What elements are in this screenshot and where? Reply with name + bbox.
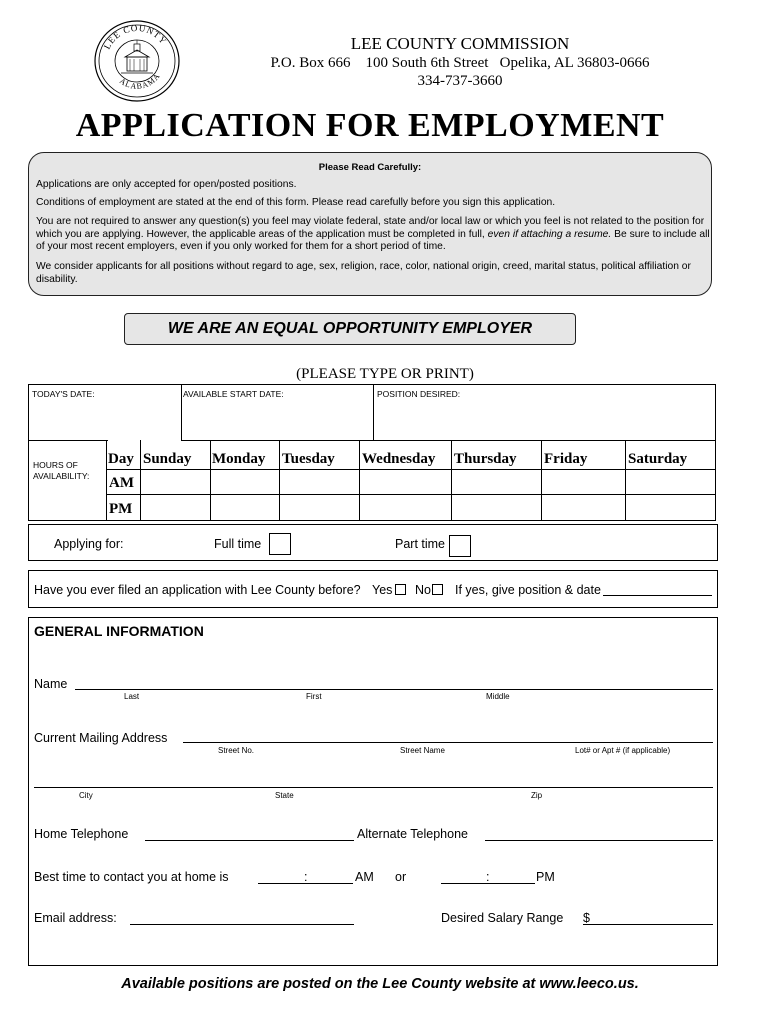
name-label: Name xyxy=(34,677,68,691)
best-time-am-label: AM xyxy=(355,870,374,884)
applying-for-section xyxy=(28,524,718,561)
home-telephone-field[interactable] xyxy=(145,840,354,841)
street-name-caption: Street Name xyxy=(400,746,445,755)
city-state-zip-field[interactable] xyxy=(34,787,713,788)
best-time-label: Best time to contact you at home is xyxy=(34,870,229,884)
name-field[interactable] xyxy=(75,689,713,690)
start-date-label: AVAILABLE START DATE: xyxy=(183,389,284,399)
day-wednesday: Wednesday xyxy=(362,451,436,467)
please-type-instruction: (PLEASE TYPE OR PRINT) xyxy=(296,366,474,382)
day-tuesday: Tuesday xyxy=(282,451,335,467)
general-information-heading: GENERAL INFORMATION xyxy=(34,623,204,639)
or-label: or xyxy=(395,870,407,884)
notice-p3-emphasis: even if attaching a resume. xyxy=(487,228,612,240)
notice-p3-text: You are not required to answer any question(s) you feel may violate federal, state and/or local law or which you feel is not related to the position for which you are applying. However, the applicable areas of the application must be completed in full, xyxy=(36,216,705,240)
home-telephone-label: Home Telephone xyxy=(34,827,129,841)
document-title: APPLICATION FOR EMPLOYMENT xyxy=(75,107,665,144)
eeo-banner: WE ARE AN EQUAL OPPORTUNITY EMPLOYER xyxy=(124,313,576,345)
notice-box xyxy=(28,152,712,296)
seal-text-bottom: ALABAMA xyxy=(117,71,163,91)
svg-text:ALABAMA xyxy=(118,71,162,91)
last-name-caption: Last xyxy=(124,692,140,701)
organization-phone: 334-737-3660 xyxy=(417,73,503,89)
part-time-checkbox[interactable] xyxy=(449,535,471,557)
organization-address: P.O. Box 666 100 South 6th Street Opelika, AL 36803-0666 xyxy=(270,55,650,71)
prior-application-question: Have you ever filed an application with Lee County before? xyxy=(34,583,361,597)
am-row-label: AM xyxy=(109,475,134,491)
notice-paragraph-3 xyxy=(36,216,711,254)
todays-date-label: TODAY'S DATE: xyxy=(32,389,95,399)
alternate-telephone-label: Alternate Telephone xyxy=(357,827,468,841)
street-address-field[interactable] xyxy=(183,742,713,743)
notice-paragraph-1: Applications are only accepted for open/posted positions. xyxy=(36,179,297,190)
notice-p3-rest: Be sure to include all of your most recent employers, even if you only worked for them for a short period of time. xyxy=(36,228,710,252)
availability-label: HOURS OF AVAILABILITY: xyxy=(33,460,90,481)
day-thursday: Thursday xyxy=(454,451,517,467)
salary-range-label: Desired Salary Range xyxy=(441,911,564,925)
day-sunday: Sunday xyxy=(143,451,192,467)
salary-range-field[interactable] xyxy=(583,924,713,925)
full-time-checkbox[interactable] xyxy=(269,533,291,555)
day-friday: Friday xyxy=(544,451,588,467)
best-time-pm-label: PM xyxy=(536,870,555,884)
email-field[interactable] xyxy=(130,924,354,925)
organization-name: LEE COUNTY COMMISSION xyxy=(350,34,570,53)
position-desired-label: POSITION DESIRED: xyxy=(377,389,461,399)
email-label: Email address: xyxy=(34,911,117,925)
state-caption: State xyxy=(275,791,294,800)
seal-text-top: LEE COUNTY xyxy=(101,22,169,51)
zip-caption: Zip xyxy=(531,791,543,800)
mailing-address-label: Current Mailing Address xyxy=(34,731,168,745)
notice-paragraph-4: We consider applicants for all positions without regard to age, sex, religion, race, color, national origin, creed, marital status, political affiliation or disability. xyxy=(36,261,691,285)
pm-colon: : xyxy=(486,870,490,884)
street-no-caption: Street No. xyxy=(218,746,255,755)
middle-name-caption: Middle xyxy=(486,692,510,701)
notice-heading: Please Read Carefully: xyxy=(318,162,422,173)
full-time-label: Full time xyxy=(214,537,262,551)
no-checkbox[interactable] xyxy=(432,584,443,595)
day-saturday: Saturday xyxy=(628,451,688,467)
footer-note: Available positions are posted on the Lee County website at www.leeco.us. xyxy=(121,976,639,992)
part-time-label: Part time xyxy=(395,537,446,551)
general-information-section xyxy=(28,617,718,966)
alternate-telephone-field[interactable] xyxy=(485,840,713,841)
county-seal-logo xyxy=(93,19,181,103)
todays-date-field[interactable] xyxy=(32,400,177,438)
day-monday: Monday xyxy=(212,451,266,467)
am-colon: : xyxy=(304,870,308,884)
dollar-sign: $ xyxy=(583,911,590,925)
city-caption: City xyxy=(79,791,93,800)
prior-position-date-field[interactable] xyxy=(603,595,712,596)
if-yes-label: If yes, give position & date xyxy=(455,583,601,597)
no-label: No xyxy=(415,583,431,597)
notice-paragraph-2: Conditions of employment are stated at the end of this form. Please read carefully before you sign this application. xyxy=(36,197,556,208)
yes-checkbox[interactable] xyxy=(395,584,406,595)
yes-label: Yes xyxy=(372,583,393,597)
day-header: Day xyxy=(108,451,134,467)
position-desired-field[interactable] xyxy=(376,400,712,438)
lot-apt-caption: Lot# or Apt # (if applicable) xyxy=(575,746,671,755)
applying-for-label: Applying for: xyxy=(54,537,124,551)
start-date-field[interactable] xyxy=(184,400,370,438)
pm-row-label: PM xyxy=(109,501,133,517)
first-name-caption: First xyxy=(306,692,322,701)
